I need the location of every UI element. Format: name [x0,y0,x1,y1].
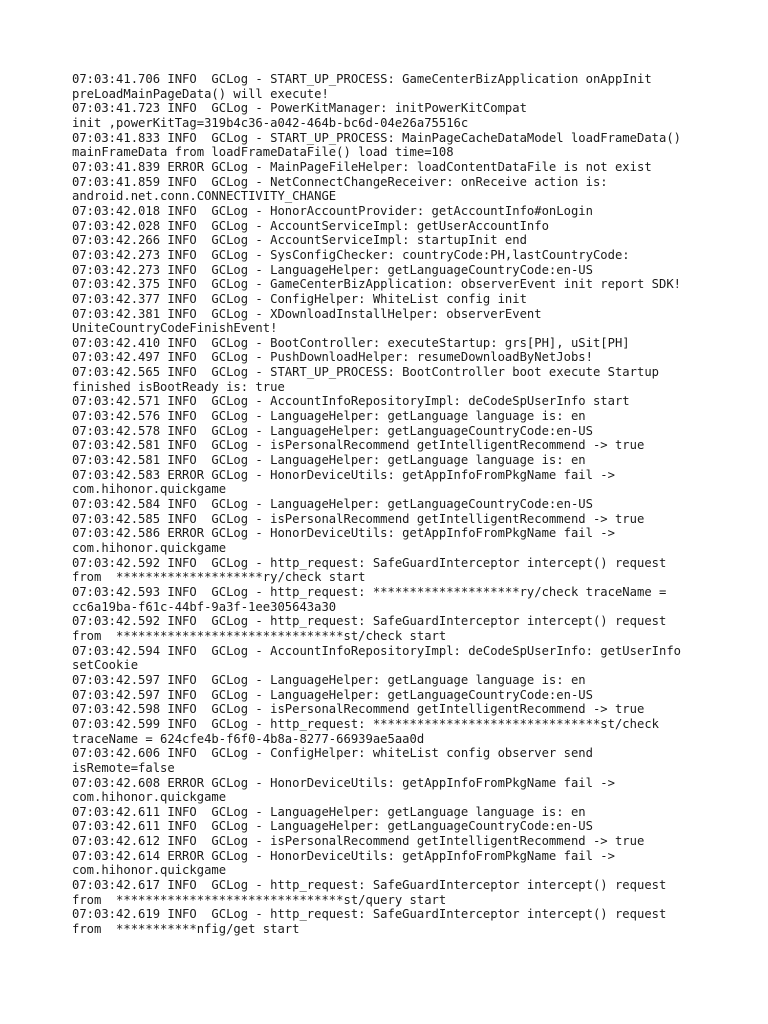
log-line: from *******************************st/query start [72,892,447,907]
log-line: 07:03:42.619 INFO GCLog - http_request: SafeGuardInterceptor intercept() request [72,907,667,922]
log-line: 07:03:42.581 INFO GCLog - isPersonalRecommend getIntelligentRecommend -> true [72,438,645,453]
log-line: 07:03:42.266 INFO GCLog - AccountServiceImpl: startupInit end [72,233,527,248]
log-line: isRemote=false [72,760,175,775]
log-line: 07:03:42.576 INFO GCLog - LanguageHelper: getLanguage language is: en [72,409,586,424]
log-line: 07:03:41.723 INFO GCLog - PowerKitManager: initPowerKitCompat [72,101,527,116]
log-line: 07:03:42.273 INFO GCLog - SysConfigChecker: countryCode:PH,lastCountryCode: [72,247,630,262]
log-line: 07:03:42.612 INFO GCLog - isPersonalRecommend getIntelligentRecommend -> true [72,834,645,849]
log-line: 07:03:42.578 INFO GCLog - LanguageHelper: getLanguageCountryCode:en-US [72,423,593,438]
log-line: setCookie [72,658,139,673]
log-line: com.hihonor.quickgame [72,863,227,878]
log-line: 07:03:42.611 INFO GCLog - LanguageHelper: getLanguage language is: en [72,804,586,819]
log-line: traceName = 624cfe4b-f6f0-4b8a-8277-66939ae5aa0d [72,731,425,746]
log-line: 07:03:42.571 INFO GCLog - AccountInfoRepositoryImpl: deCodeSpUserInfo start [72,394,630,409]
log-line: 07:03:42.410 INFO GCLog - BootController: executeStartup: grs[PH], uSit[PH] [72,335,630,350]
log-line: android.net.conn.CONNECTIVITY_CHANGE [72,189,337,204]
log-line: 07:03:41.839 ERROR GCLog - MainPageFileHelper: loadContentDataFile is not exist [72,159,652,174]
log-line: 07:03:42.585 INFO GCLog - isPersonalRecommend getIntelligentRecommend -> true [72,511,645,526]
log-line: finished isBootReady is: true [72,379,285,394]
log-line: 07:03:42.583 ERROR GCLog - HonorDeviceUtils: getAppInfoFromPkgName fail -> [72,467,615,482]
log-document [72,72,712,937]
log-line: 07:03:42.611 INFO GCLog - LanguageHelper: getLanguageCountryCode:en-US [72,819,593,834]
log-line: 07:03:42.598 INFO GCLog - isPersonalRecommend getIntelligentRecommend -> true [72,702,645,717]
log-line: 07:03:42.586 ERROR GCLog - HonorDeviceUtils: getAppInfoFromPkgName fail -> [72,526,615,541]
log-line: preLoadMainPageData() will execute! [72,86,329,101]
log-line: 07:03:42.592 INFO GCLog - http_request: SafeGuardInterceptor intercept() request [72,614,667,629]
log-line: 07:03:42.273 INFO GCLog - LanguageHelper: getLanguageCountryCode:en-US [72,262,593,277]
log-line: 07:03:42.565 INFO GCLog - START_UP_PROCESS: BootController boot execute Startup [72,365,659,380]
log-line: com.hihonor.quickgame [72,541,227,555]
log-line: from ********************ry/check start [72,570,366,585]
log-line: from ***********nfig/get start [72,922,300,937]
log-line: 07:03:42.593 INFO GCLog - http_request: ********************ry/check traceName = [72,584,667,599]
log-line: 07:03:42.592 INFO GCLog - http_request: SafeGuardInterceptor intercept() request [72,555,667,570]
log-line: 07:03:42.018 INFO GCLog - HonorAccountProvider: getAccountInfo#onLogin [72,203,593,218]
log-line: 07:03:42.375 INFO GCLog - GameCenterBizApplication: observerEvent init report SDK! [72,277,682,292]
log-line: 07:03:41.833 INFO GCLog - START_UP_PROCESS: MainPageCacheDataModel loadFrameData() [72,130,682,145]
log-line: 07:03:42.614 ERROR GCLog - HonorDeviceUtils: getAppInfoFromPkgName fail -> [72,848,615,863]
log-line: 07:03:42.608 ERROR GCLog - HonorDeviceUtils: getAppInfoFromPkgName fail -> [72,775,615,790]
log-line: com.hihonor.quickgame [72,482,227,497]
log-line: 07:03:42.584 INFO GCLog - LanguageHelper: getLanguageCountryCode:en-US [72,497,593,512]
log-line: 07:03:42.377 INFO GCLog - ConfigHelper: WhiteList config init [72,291,527,306]
log-line: 07:03:42.597 INFO GCLog - LanguageHelper: getLanguageCountryCode:en-US [72,687,593,702]
log-line: 07:03:41.706 INFO GCLog - START_UP_PROCESS: GameCenterBizApplication onAppInit [72,72,652,86]
log-line: cc6a19ba-f61c-44bf-9a3f-1ee305643a30 [72,599,337,614]
log-line: 07:03:42.381 INFO GCLog - XDownloadInstallHelper: observerEvent [72,306,542,321]
log-line: 07:03:42.581 INFO GCLog - LanguageHelper: getLanguage language is: en [72,453,586,468]
log-line: 07:03:42.617 INFO GCLog - http_request: SafeGuardInterceptor intercept() request [72,878,667,893]
log-line: 07:03:42.028 INFO GCLog - AccountServiceImpl: getUserAccountInfo [72,218,549,233]
log-line: 07:03:42.599 INFO GCLog - http_request: *******************************st/check [72,716,659,731]
log-line: 07:03:42.606 INFO GCLog - ConfigHelper: whiteList config observer send [72,746,593,761]
log-line: from *******************************st/check start [72,628,447,643]
log-line: init ,powerKitTag=319b4c36-a042-464b-bc6d-04e26a75516c [72,115,469,130]
log-line: UniteCountryCodeFinishEvent! [72,321,278,336]
log-line: 07:03:42.597 INFO GCLog - LanguageHelper: getLanguage language is: en [72,672,586,687]
log-line: com.hihonor.quickgame [72,790,227,805]
log-line: 07:03:42.594 INFO GCLog - AccountInfoRepositoryImpl: deCodeSpUserInfo: getUserInfo [72,643,682,658]
log-line: 07:03:41.859 INFO GCLog - NetConnectChangeReceiver: onReceive action is: [72,174,608,189]
log-line: mainFrameData from loadFrameDataFile() load time=108 [72,145,454,160]
log-line: 07:03:42.497 INFO GCLog - PushDownloadHelper: resumeDownloadByNetJobs! [72,350,593,365]
